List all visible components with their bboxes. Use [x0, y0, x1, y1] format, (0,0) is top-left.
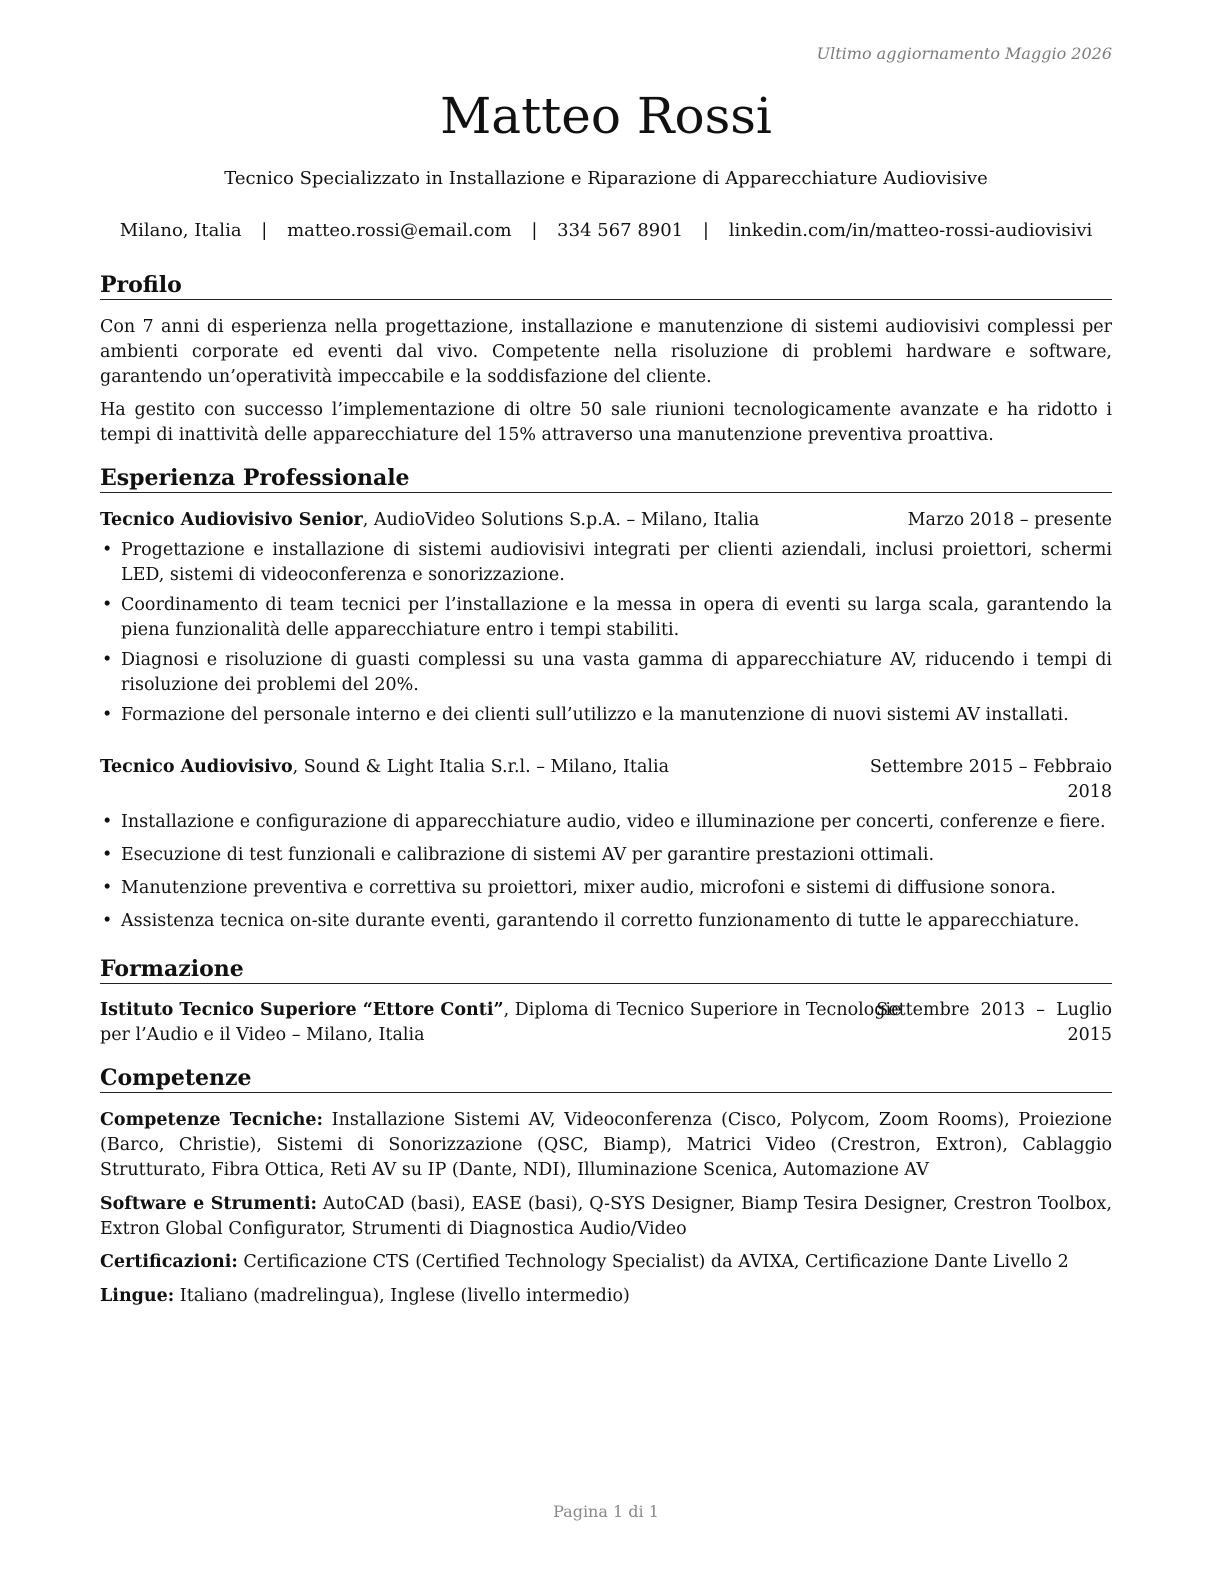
skills-item	[100, 1108, 1112, 1183]
skills-label: Competenze Tecniche:	[100, 1110, 323, 1130]
contact-email[interactable]: matteo.rossi@email.com	[287, 220, 512, 241]
section-title-education: Formazione	[100, 956, 1112, 984]
job-role: Tecnico Audiovisivo	[100, 757, 293, 777]
job-role: Tecnico Audiovisivo Senior	[100, 510, 363, 530]
education-degree-line: per l’Audio e il Video – Milano, Italia	[100, 1025, 425, 1045]
job-company: , AudioVideo Solutions S.p.A. – Milano, Italia	[362, 510, 760, 530]
job-dates	[870, 755, 1112, 805]
contact-separator: |	[702, 220, 709, 241]
contact-location: Milano, Italia	[119, 220, 242, 241]
candidate-name: Matteo Rossi	[440, 87, 772, 145]
skills-text: Italiano (madrelingua), Inglese (livello intermedio)	[174, 1286, 630, 1306]
education-dates	[876, 998, 1112, 1048]
list-item: • Manutenzione preventiva e correttiva su proiettori, mixer audio, microfoni e sistemi di diffusione sonora.	[100, 876, 1112, 901]
education-dates-line: 2015	[1067, 1025, 1112, 1045]
job-header	[100, 508, 1112, 533]
page-number: Pagina 1 di 1	[553, 1502, 659, 1521]
job-company: , Sound & Light Italia S.r.l. – Milano, Italia	[292, 757, 670, 777]
contact-line	[100, 220, 1112, 241]
list-item: • Coordinamento di team tecnici per l’installazione e la messa in opera di eventi su larga scala, garantendo la piena funzionalità delle apparecchiature entro i tempi stabiliti.	[100, 593, 1112, 643]
skills-text: Certificazione CTS (Certified Technology Specialist) da AVIXA, Certificazione Dante Livello 2	[237, 1252, 1069, 1272]
job-dates-line: 2018	[1067, 782, 1112, 802]
job-dates-line: Settembre 2015 – Febbraio	[869, 757, 1112, 777]
education-school: Istituto Tecnico Superiore “Ettore Conti”	[100, 1000, 504, 1020]
job-bullets	[100, 538, 1112, 728]
list-item: • Progettazione e installazione di sistemi audiovisivi integrati per clienti aziendali, inclusi proiettori, schermi LED, sistemi di videoconferenza e sonorizzazione.	[100, 538, 1112, 588]
skills-item	[100, 1192, 1112, 1242]
list-item: • Formazione del personale interno e dei clienti sull’utilizzo e la manutenzione di nuovi sistemi AV installati.	[100, 703, 1112, 728]
skills-item	[100, 1250, 1112, 1275]
resume-page	[100, 0, 1112, 1584]
job-dates: Marzo 2018 – presente	[907, 510, 1112, 530]
candidate-title: Tecnico Specializzato in Installazione e Riparazione di Apparecchiature Audiovisive	[224, 168, 988, 189]
section-title-experience: Esperienza Professionale	[100, 465, 1112, 493]
education-dates-line: Settembre 2013 – Luglio	[876, 1000, 1112, 1020]
contact-linkedin[interactable]: linkedin.com/in/matteo-rossi-audiovisivi	[728, 220, 1093, 241]
skills-label: Certificazioni:	[100, 1252, 238, 1272]
last-updated: Ultimo aggiornamento Maggio 2026	[816, 44, 1112, 63]
list-item: • Esecuzione di test funzionali e calibrazione di sistemi AV per garantire prestazioni ottimali.	[100, 843, 1112, 868]
education-degree: , Diploma di Tecnico Superiore in Tecnologie	[503, 1000, 902, 1020]
skills-label: Software e Strumenti:	[100, 1194, 317, 1214]
profile-paragraph: Ha gestito con successo l’implementazione di oltre 50 sale riunioni tecnologicamente avanzate e ha ridotto i tempi di inattività delle apparecchiature del 15% attraverso una manutenzione preventiva proattiva.	[100, 400, 1112, 445]
list-item: • Installazione e configurazione di apparecchiature audio, video e illuminazione per concerti, conferenze e fiere.	[100, 810, 1112, 835]
contact-separator: |	[531, 220, 538, 241]
list-item: • Diagnosi e risoluzione di guasti complessi su una vasta gamma di apparecchiature AV, riducendo i tempi di risoluzione dei problemi del 20%.	[100, 648, 1112, 698]
profile-paragraph: Con 7 anni di esperienza nella progettazione, installazione e manutenzione di sistemi audiovisivi complessi per ambienti corporate ed eventi dal vivo. Competente nella risoluzione di problemi hardware e software, garantendo un’operatività impeccabile e la soddisfazione del cliente.	[100, 317, 1112, 387]
section-title-profile: Profilo	[100, 272, 1112, 300]
section-title-skills: Competenze	[100, 1065, 1112, 1093]
skills-item	[100, 1284, 1112, 1309]
list-item: • Assistenza tecnica on-site durante eventi, garantendo il corretto funzionamento di tutte le apparecchiature.	[100, 909, 1112, 934]
contact-phone: 334 567 8901	[557, 220, 684, 241]
education-entry	[100, 998, 1112, 1048]
contact-separator: |	[261, 220, 268, 241]
job-bullets	[100, 810, 1112, 934]
job-header	[100, 755, 1112, 802]
skills-label: Lingue:	[100, 1286, 175, 1306]
skills-text: Installazione Sistemi AV, Videoconferenza (Cisco, Polycom, Zoom Rooms), Proiezione (Barco, Christie), Sistemi di Sonorizzazione (QSC, Biamp), Matrici Video (Crestron, Extron), Cablaggio Strutturato, Fibra Ottica, Reti AV su IP (Dante, NDI), Illuminazione Scenica, Automazione AV	[100, 1110, 1112, 1180]
skills-text: AutoCAD (basi), EASE (basi), Q-SYS Designer, Biamp Tesira Designer, Crestron Toolbox, Extron Global Configurator, Strumenti di Diagnostica Audio/Video	[100, 1194, 1112, 1239]
